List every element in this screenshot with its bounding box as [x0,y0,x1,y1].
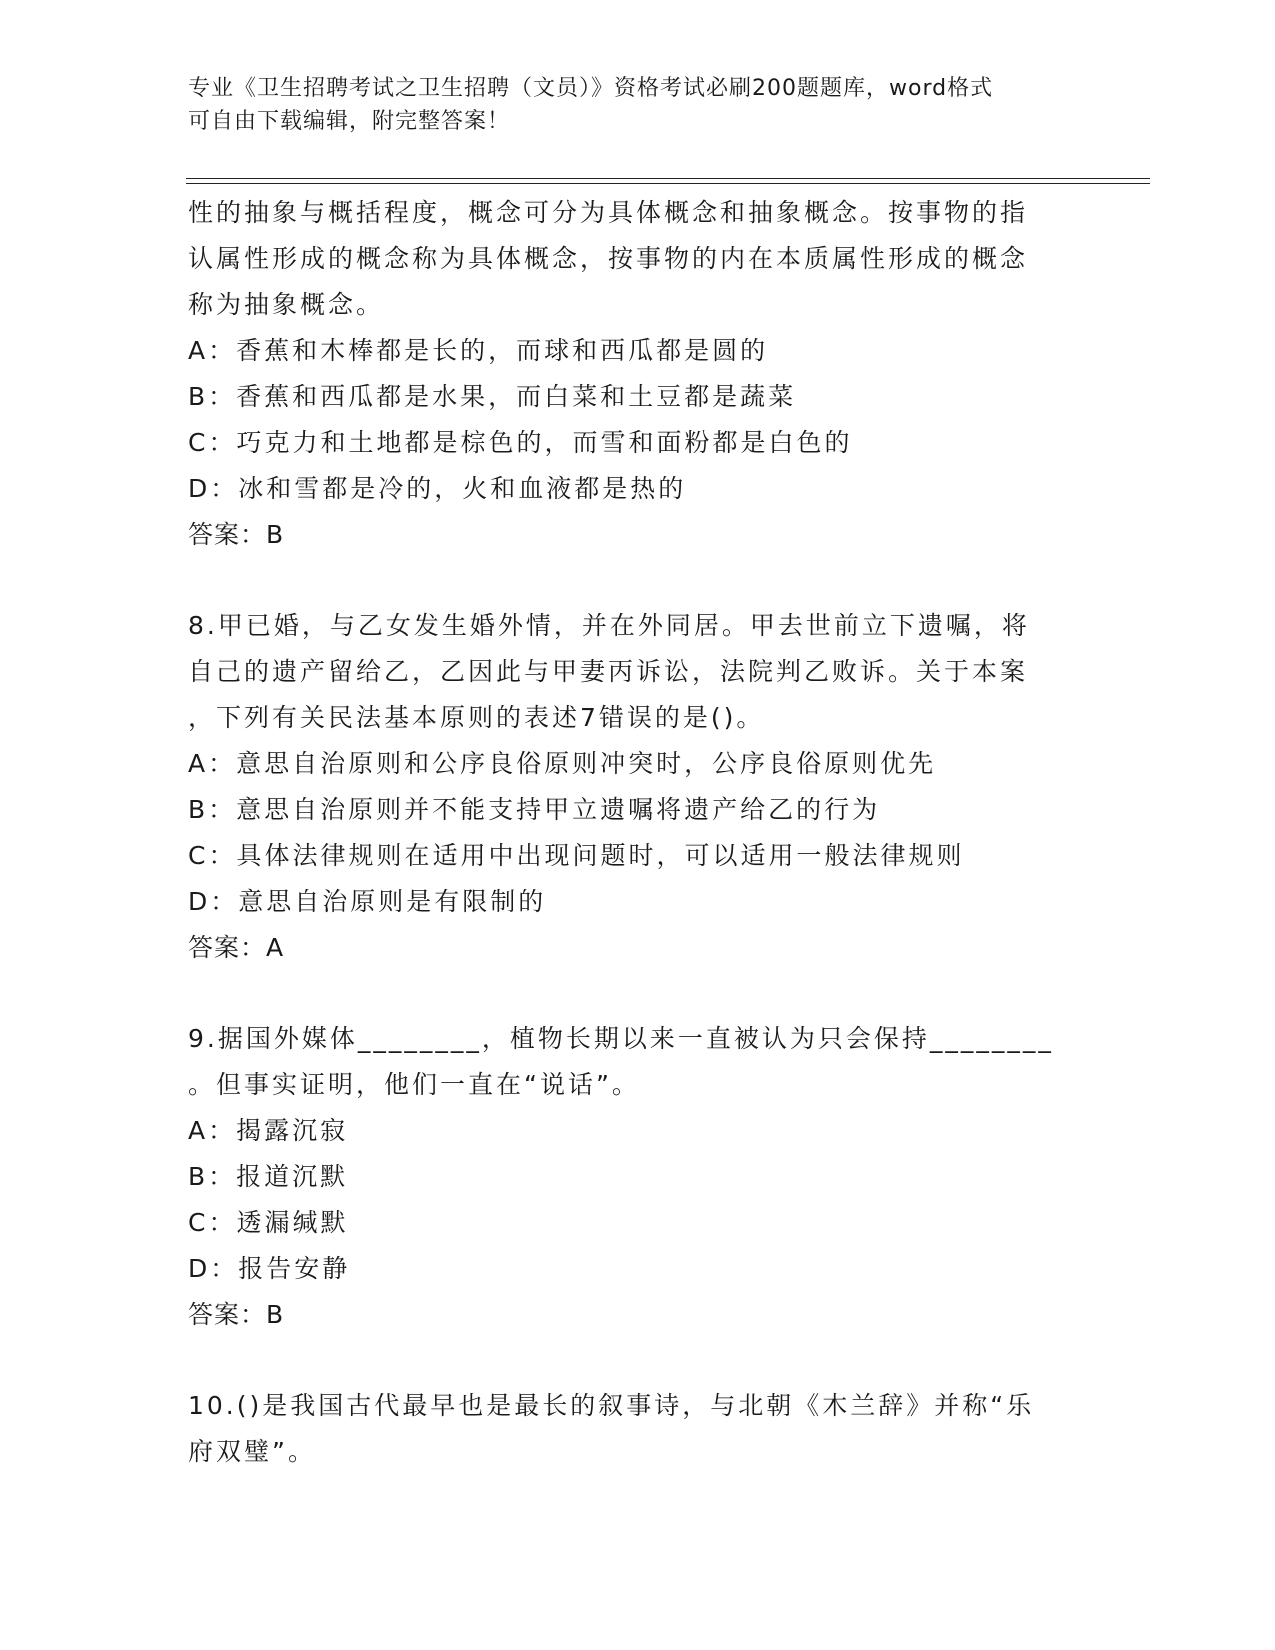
question-stem-line: 自己的遗产留给乙，乙因此与甲妻丙诉讼，法院判乙败诉。关于本案 [188,657,1029,686]
option-d: D：报告安静 [188,1254,351,1283]
answer-line: 答案：B [188,1300,285,1329]
question-stem-line: 府双璧”。 [188,1437,316,1466]
question-stem-line: 10.()是我国古代最早也是最长的叙事诗，与北朝《木兰辞》并称“乐 [188,1391,1035,1420]
spacer [188,558,1068,603]
header-divider-bottom [186,183,1150,184]
question-stem-line: 9.据国外媒体________，植物长期以来一直被认为只会保持________ [188,1024,1054,1053]
option-d: D：意思自治原则是有限制的 [188,887,547,916]
option-c: C：透漏缄默 [188,1208,349,1237]
option-b: B：报道沉默 [188,1162,349,1191]
question-8-block [188,603,1068,971]
option-a: A：揭露沉寂 [188,1116,349,1145]
question-stem-line: 8.甲已婚，与乙女发生婚外情，并在外同居。甲去世前立下遗嘱，将 [188,611,1030,640]
explanation-line: 性的抽象与概括程度，概念可分为具体概念和抽象概念。按事物的指 [188,198,1029,227]
question-10-block [188,1383,1068,1475]
option-a: A：意思自治原则和公序良俗原则冲突时，公序良俗原则优先 [188,749,937,778]
spacer [188,971,1068,1016]
question-7-block [188,190,1068,558]
option-b: B：香蕉和西瓜都是水果，而白菜和土豆都是蔬菜 [188,382,797,411]
question-stem-line: ，下列有关民法基本原则的表述7错误的是()。 [188,703,765,732]
option-b: B：意思自治原则并不能支持甲立遗嘱将遗产给乙的行为 [188,795,881,824]
question-stem-line: 。但事实证明，他们一直在“说话”。 [188,1070,640,1099]
answer-line: 答案：A [188,933,285,962]
document-header [188,72,1068,138]
explanation-line: 称为抽象概念。 [188,290,385,319]
answer-line: 答案：B [188,520,285,549]
document-body [188,190,1068,1475]
option-c: C：具体法律规则在适用中出现问题时，可以适用一般法律规则 [188,841,965,870]
option-c: C：巧克力和土地都是棕色的，而雪和面粉都是白色的 [188,428,853,457]
question-9-block [188,1016,1068,1338]
header-line-2: 可自由下载编辑，附完整答案！ [188,109,511,134]
spacer [188,1338,1068,1383]
option-a: A：香蕉和木棒都是长的，而球和西瓜都是圆的 [188,336,769,365]
header-divider-top [186,178,1150,179]
header-line-1: 专业《卫生招聘考试之卫生招聘（文员）》资格考试必刷200题题库，word格式 [188,76,994,101]
option-d: D：冰和雪都是冷的，火和血液都是热的 [188,474,687,503]
explanation-line: 认属性形成的概念称为具体概念，按事物的内在本质属性形成的概念 [188,244,1029,273]
